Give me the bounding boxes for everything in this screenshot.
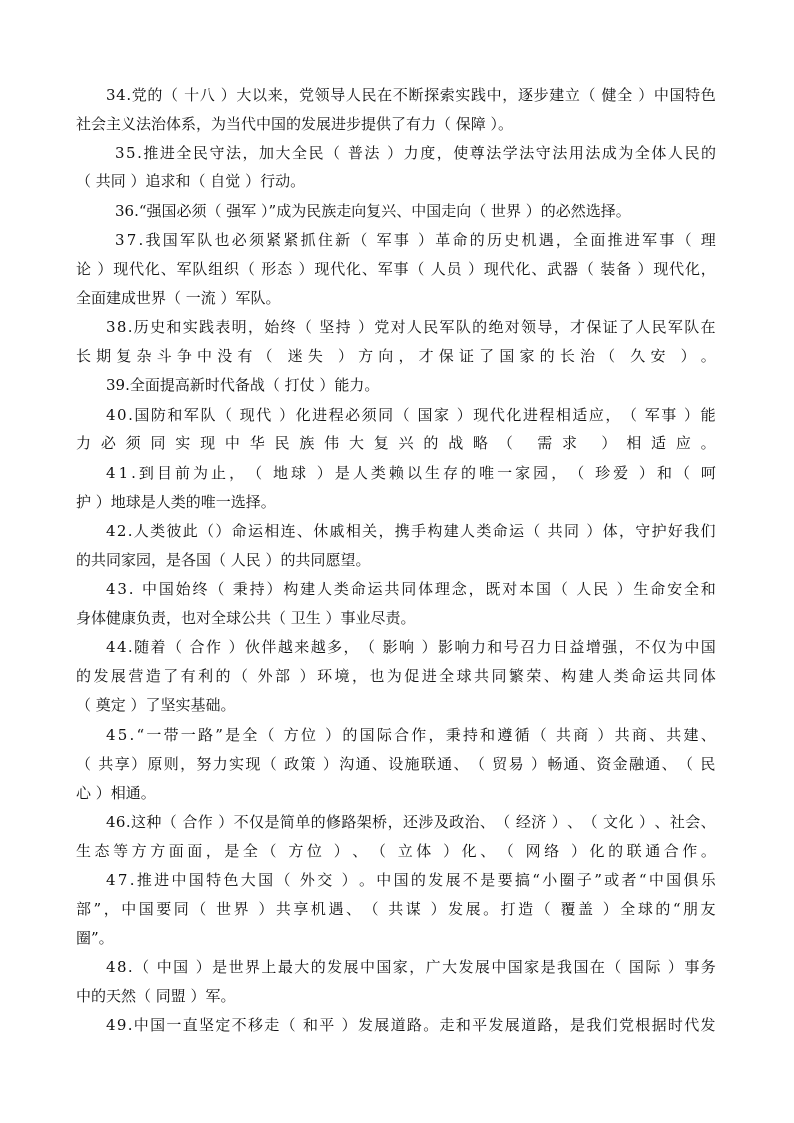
text-line: 4 4 . 随 着 （ 合 作 ） 伙 伴 越 来 越 多 ， （ 影 响 ） 影 响 力 和 号 召 力 日 益 增 强 ， 不 仅 为 中 国 <box>106 638 716 656</box>
text-line: 的共同家园，是各国（ 人民 ）的共同愿望。 <box>76 551 371 569</box>
text-line: （ 共 享 ） 原 则 ， 努 力 实 现 （ 政 策 ） 沟 通 、 设 施 联 通 、 （ 贸 易 ） 畅 通 、 资 金 融 通 、 （ 民 <box>76 755 716 773</box>
text-line: 4 7 . 推 进 中 国 特 色 大 国 （ 外 交 ） 。 中 国 的 发 展 不 是 要 搞 “ 小 圈 子 ” 或 者 “ 中 国 俱 乐 <box>106 871 716 889</box>
text-line: 心 ）相通。 <box>76 784 156 802</box>
text-line: 论 ） 现 代 化 、 军 队 组 织 （ 形 态 ） 现 代 化 、 军 事 （ 人 员 ） 现 代 化 、 武 器 （ 装 备 ） 现 代 化 ， <box>76 260 716 278</box>
text-line: 圈”。 <box>76 929 114 947</box>
text-line: 社会主义法治体系，为当代中国的发展进步提供了有力（ 保障 ）。 <box>76 115 514 133</box>
text-line: 4 0 . 国 防 和 军 队 （ 现 代 ） 化 进 程 必 须 同 （ 国 家 ） 现 代 化 进 程 相 适 应 ， （ 军 事 ） 能 <box>106 406 716 424</box>
text-line: 4 2 . 人 类 彼 此 （ ） 命 运 相 连 、 休 戚 相 关 ， 携 手 构 建 人 类 命 运 （ 共 同 ） 体 ， 守 护 好 我 们 <box>106 522 716 540</box>
text-line: 部 ” ， 中 国 要 同 （ 世 界 ） 共 享 机 遇 、 （ 共 谋 ） 发 展 。 打 造 （ 覆 盖 ） 全 球 的 “ 朋 友 <box>76 900 716 918</box>
text-line: 4 9 . 中 国 一 直 坚 定 不 移 走 （ 和 平 ） 发 展 道 路 。 走 和 平 发 展 道 路 ， 是 我 们 党 根 据 时 代 发 <box>106 1016 716 1034</box>
text-line: 4 8 . （ 中 国 ） 是 世 界 上 最 大 的 发 展 中 国 家 ， 广 大 发 展 中 国 家 是 我 国 在 （ 国 际 ） 事 务 <box>106 958 716 976</box>
text-line: 3 5 . 推 进 全 民 守 法 ， 加 大 全 民 （ 普 法 ） 力 度 ， 使 尊 法 学 法 守 法 用 法 成 为 全 体 人 民 的 <box>115 144 716 162</box>
text-line: 护 ）地球是人类的唯一选择。 <box>76 493 276 511</box>
text-line: 36.“强国必须（ 强军 ）”成为民族走向复兴、中国走向（ 世界 ）的必然选择。 <box>115 202 631 220</box>
text-line: 3 4 . 党 的 （ 十 八 ） 大 以 来 ， 党 领 导 人 民 在 不 断 探 索 实 践 中 ， 逐 步 建 立 （ 健 全 ） 中 国 特 色 <box>106 86 716 104</box>
text-line: 身体健康负责，也对全球公共（ 卫生 ）事业尽责。 <box>76 609 416 627</box>
text-line: 中的天然（ 同盟 ）军。 <box>76 987 236 1005</box>
text-line: 全面建成世界（ 一流 ）军队。 <box>76 289 281 307</box>
text-line: （ 奠定 ）了坚实基础。 <box>76 696 236 714</box>
text-line: 4 6 . 这 种 （ 合 作 ） 不 仅 是 简 单 的 修 路 架 桥 ， 还 涉 及 政 治 、 （ 经 济 ） 、 （ 文 化 ） 、 社 会 、 <box>106 813 716 831</box>
text-line: （ 共同 ）追求和（ 自觉 ）行动。 <box>76 172 306 190</box>
text-line: 3 7 . 我 国 军 队 也 必 须 紧 紧 抓 住 新 （ 军 事 ） 革 命 的 历 史 机 遇 ， 全 面 推 进 军 事 （ 理 <box>115 231 716 249</box>
text-line: 长 期 复 杂 斗 争 中 没 有 （ 迷 失 ） 方 向 ， 才 保 证 了 国 家 的 长 治 （ 久 安 ） 。 <box>76 347 716 365</box>
text-line: 39.全面提高新时代备战（ 打仗 ）能力。 <box>106 376 380 394</box>
text-line: 生 态 等 方 方 面 面 ， 是 全 （ 方 位 ） 、 （ 立 体 ） 化 、 （ 网 络 ） 化 的 联 通 合 作 。 <box>76 842 716 860</box>
text-line: 4 5 . “ 一 带 一 路 ” 是 全 （ 方 位 ） 的 国 际 合 作 ， 秉 持 和 遵 循 （ 共 商 ） 共 商 、 共 建 、 <box>106 726 716 744</box>
text-line: 的 发 展 营 造 了 有 利 的 （ 外 部 ） 环 境 ， 也 为 促 进 全 球 共 同 繁 荣 、 构 建 人 类 命 运 共 同 体 <box>76 667 716 685</box>
text-line: 3 8 . 历 史 和 实 践 表 明 ， 始 终 （ 坚 持 ） 党 对 人 民 军 队 的 绝 对 领 导 ， 才 保 证 了 人 民 军 队 在 <box>106 318 716 336</box>
text-line: 力 必 须 同 实 现 中 华 民 族 伟 大 复 兴 的 战 略 （ 需 求 ） 相 适 应 。 <box>76 434 716 452</box>
text-line: 4 3 . 中 国 始 终 （ 秉 持 ） 构 建 人 类 命 运 共 同 体 理 念 ， 既 对 本 国 （ 人 民 ） 生 命 安 全 和 <box>106 580 716 598</box>
text-line: 4 1 . 到 目 前 为 止 ， （ 地 球 ） 是 人 类 赖 以 生 存 的 唯 一 家 园 ， （ 珍 爱 ） 和 （ 呵 <box>106 464 716 482</box>
